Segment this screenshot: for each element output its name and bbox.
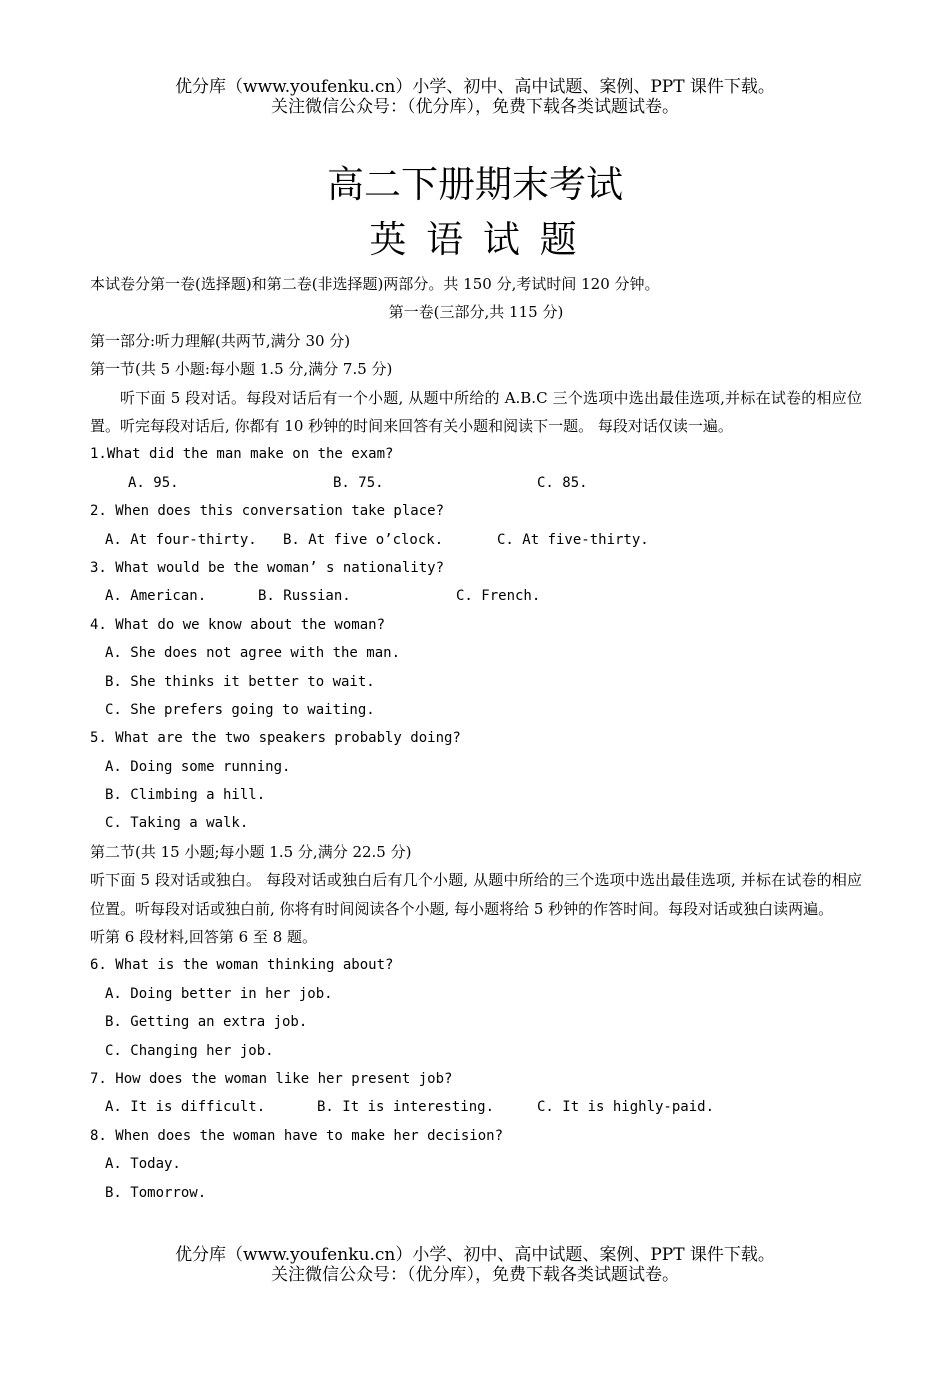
question-8-stem: 8. When does the woman have to make her decision?	[90, 1127, 504, 1144]
page-subtitle: 英 语 试 题	[369, 218, 581, 261]
part-heading: 第一部分:听力理解(共两节,满分 30 分)	[90, 331, 351, 350]
question-4-option-c: C. She prefers going to waiting.	[105, 701, 375, 718]
question-2-stem: 2. When does this conversation take place?	[90, 503, 445, 520]
question-8-option-b: B. Tomorrow.	[105, 1184, 207, 1201]
question-7-option-b: B. It is interesting.	[317, 1099, 495, 1116]
question-2-option-c: C. At five-thirty.	[497, 531, 649, 548]
page-header	[0, 77, 950, 117]
footer-line-2: 关注微信公众号：（优分库），免费下载各类试题试卷。	[271, 1265, 679, 1285]
question-1-option-c: C. 85.	[537, 474, 588, 491]
material-6-instruction: 听第 6 段材料,回答第 6 至 8 题。	[90, 928, 318, 947]
question-7-option-c: C. It is highly-paid.	[537, 1099, 715, 1116]
volume-heading: 第一卷(三部分,共 115 分)	[388, 303, 564, 322]
page-footer	[0, 1245, 950, 1285]
question-4-option-a: A. She does not agree with the man.	[105, 645, 401, 662]
question-8-option-a: A. Today.	[105, 1156, 181, 1173]
page-title: 高二下册期末考试	[327, 163, 623, 206]
question-1-options	[90, 469, 862, 497]
question-5-option-c: C. Taking a walk.	[105, 815, 249, 832]
question-6-option-b: B. Getting an extra job.	[105, 1014, 308, 1031]
header-line-2: 关注微信公众号：（优分库），免费下载各类试题试卷。	[271, 97, 679, 117]
question-6-option-a: A. Doing better in her job.	[105, 985, 333, 1002]
exam-intro: 本试卷分第一卷(选择题)和第二卷(非选择题)两部分。共 150 分,考试时间 120 分钟。	[90, 275, 660, 293]
question-2-option-b: B. At five o’clock.	[283, 531, 444, 548]
question-3-options	[90, 582, 862, 610]
question-1-stem: 1.What did the man make on the exam?	[90, 446, 394, 463]
section-heading-1: 第一节(共 5 小题:每小题 1.5 分,满分 7.5 分)	[90, 360, 393, 379]
question-1-option-a: A. 95.	[128, 474, 179, 491]
question-3-option-c: C. French.	[456, 588, 541, 605]
section-heading-2: 第二节(共 15 小题;每小题 1.5 分,满分 22.5 分)	[90, 842, 412, 861]
question-7-stem: 7. How does the woman like her present job?	[90, 1071, 453, 1087]
question-7-options	[90, 1093, 862, 1121]
question-1-option-b: B. 75.	[333, 474, 384, 491]
question-5-option-a: A. Doing some running.	[105, 758, 291, 775]
question-4-stem: 4. What do we know about the woman?	[90, 616, 386, 633]
header-line-1: 优分库（www.youfenku.cn）小学、初中、高中试题、案例、PPT 课件下载。	[175, 77, 775, 97]
footer-line-1: 优分库（www.youfenku.cn）小学、初中、高中试题、案例、PPT 课件下载。	[175, 1245, 775, 1265]
question-5-option-b: B. Climbing a hill.	[105, 787, 266, 804]
section-2-instructions: 听下面 5 段对话或独白。 每段对话或独白后有几个小题, 从题中所给的三个选项中选出最佳选项, 并标在试卷的相应位置。听每段对话或独白前, 你将有时间阅读各个小题, 每小题将给 5 秒钟的作答时间。每段对话或独白读两遍。	[90, 871, 862, 918]
question-4-option-b: B. She thinks it better to wait.	[105, 673, 375, 690]
section-1-instructions: 听下面 5 段对话。每段对话后有一个小题, 从题中所给的 A.B.C 三个选项中选出最佳选项,并标在试卷的相应位置。听完每段对话后, 你都有 10 秒钟的时间来回答有关小题和阅读下一题。 每段对话仅读一遍。	[90, 388, 862, 435]
question-3-stem: 3. What would be the woman’ s nationality?	[90, 559, 445, 576]
question-6-option-c: C. Changing her job.	[105, 1042, 274, 1059]
question-2-options	[90, 526, 862, 554]
exam-body	[90, 270, 862, 1207]
question-3-option-b: B. Russian.	[258, 588, 351, 605]
question-2-option-a: A. At four-thirty.	[105, 531, 257, 548]
question-5-stem: 5. What are the two speakers probably doing?	[90, 730, 461, 747]
question-6-stem: 6. What is the woman thinking about?	[90, 957, 394, 974]
question-7-option-a: A. It is difficult.	[105, 1099, 266, 1116]
question-3-option-a: A. American.	[105, 588, 207, 605]
